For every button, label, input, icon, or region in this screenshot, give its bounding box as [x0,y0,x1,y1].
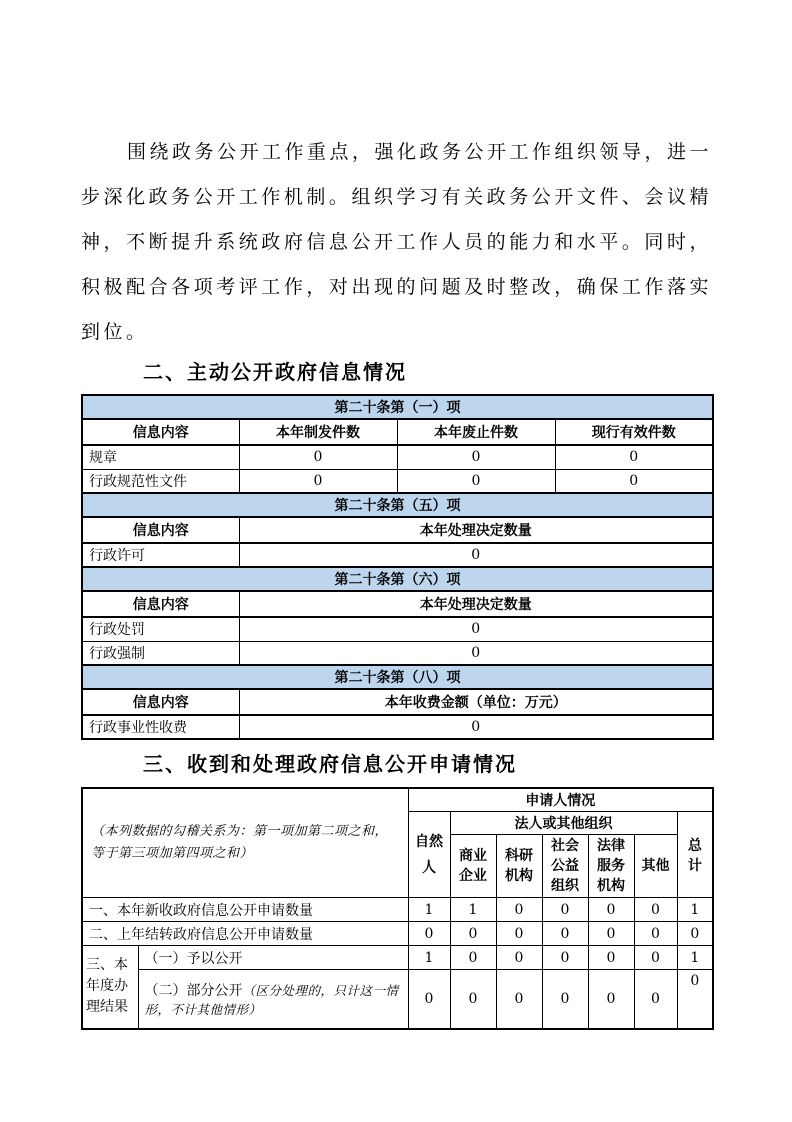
col-header-natural-person: 自然人 [408,812,450,898]
band-label: 第二十条第（一）项 [82,395,713,419]
cell-value: 1 [677,946,713,970]
header-row [82,517,713,543]
requests-table [81,787,714,1030]
col-header-legal-service: 法律服务机构 [588,835,634,898]
cell-value: 1 [408,898,450,922]
row-label [138,970,408,1029]
row-label: 规章 [82,445,239,469]
table-row [82,617,713,641]
cell-value: 0 [542,898,588,922]
band-row-item5 [82,493,713,517]
table-row [82,469,713,493]
section-3-heading: 三、收到和处理政府信息公开申请情况 [143,752,517,776]
table-row-partially-granted [82,970,713,1029]
cell-value: 0 [677,922,713,946]
cell-value: 0 [634,898,677,922]
header-row-applicant [82,788,713,812]
table-row [82,543,713,567]
cell-value: 0 [677,970,713,1029]
col-header-business: 商业企业 [450,835,496,898]
cell-value: 0 [542,970,588,1029]
row-label: （一）予以公开 [138,946,408,970]
cell-value: 0 [239,469,397,493]
col-header: 本年处理决定数量 [239,591,713,617]
row-label: 行政许可 [82,543,239,567]
cell-value: 0 [542,922,588,946]
group-label-processing-results: 三、本年度办理结果 [82,946,138,1029]
cell-value: 0 [555,445,713,469]
band-row-item6 [82,567,713,591]
band-label: 第二十条第（五）项 [82,493,713,517]
cell-value: 0 [408,970,450,1029]
row-label-note: （区分处理的，只计这一情形，不计其他情形） [144,982,399,1017]
band-row-item8 [82,665,713,689]
header-row [82,689,713,715]
cell-value: 0 [542,946,588,970]
cell-value: 0 [397,445,555,469]
col-header-research: 科研机构 [496,835,542,898]
band-row-item1 [82,395,713,419]
cell-value: 0 [408,922,450,946]
col-header: 本年废止件数 [397,419,555,445]
col-header-total: 总计 [677,812,713,898]
row-label: 行政强制 [82,641,239,665]
section-2-heading: 二、主动公开政府信息情况 [143,360,407,384]
cell-value: 0 [588,946,634,970]
table-row-carried-over [82,922,713,946]
band-label: 第二十条第（八）项 [82,665,713,689]
col-header: 本年收费金额（单位：万元） [239,689,713,715]
cell-value: 0 [397,469,555,493]
cell-value: 0 [588,922,634,946]
cell-value: 0 [450,922,496,946]
col-header: 本年处理决定数量 [239,517,713,543]
header-row [82,591,713,617]
cell-value: 0 [496,922,542,946]
cell-value: 1 [677,898,713,922]
cell-value: 0 [634,970,677,1029]
row-label: 二、上年结转政府信息公开申请数量 [82,922,408,946]
row-label: 行政事业性收费 [82,715,239,739]
cell-value: 0 [450,970,496,1029]
cell-value: 0 [496,946,542,970]
reconciliation-note: （本列数据的勾稽关系为：第一项加第二项之和，等于第三项加第四项之和） [82,788,408,898]
table-row [82,445,713,469]
intro-paragraph: 围绕政务公开工作重点，强化政务公开工作组织领导，进一步深化政务公开工作机制。组织学习有关政务公开文件、会议精神，不断提升系统政府信息公开工作人员的能力和水平。同时，积极配合各项考评工作，对出现的问题及时整改，确保工作落实到位。 [81,141,713,343]
cell-value: 0 [239,641,713,665]
col-header: 本年制发件数 [239,419,397,445]
header-row [82,419,713,445]
band-label: 第二十条第（六）项 [82,567,713,591]
cell-value: 0 [634,946,677,970]
page-content [81,0,712,1030]
col-header: 现行有效件数 [555,419,713,445]
cell-value: 0 [239,715,713,739]
row-label: 行政处罚 [82,617,239,641]
cell-value: 0 [450,946,496,970]
cell-value: 0 [239,617,713,641]
table-row [82,715,713,739]
col-header-public-welfare: 社会公益组织 [542,835,588,898]
cell-value: 0 [588,970,634,1029]
cell-value: 1 [450,898,496,922]
cell-value: 0 [239,445,397,469]
col-header: 信息内容 [82,689,239,715]
col-header-applicant: 申请人情况 [408,788,713,812]
article-20-table [81,394,714,740]
cell-value: 0 [496,898,542,922]
col-header: 信息内容 [82,517,239,543]
col-header-legal-org: 法人或其他组织 [450,812,677,835]
col-header-other: 其他 [634,835,677,898]
row-label: 行政规范性文件 [82,469,239,493]
table-row [82,641,713,665]
col-header: 信息内容 [82,591,239,617]
row-label-main: （二）部分公开 [144,982,243,999]
row-label: 一、本年新收政府信息公开申请数量 [82,898,408,922]
table-row-granted [82,946,713,970]
cell-value: 0 [496,970,542,1029]
cell-value: 0 [634,922,677,946]
cell-value: 0 [239,543,713,567]
cell-value: 0 [555,469,713,493]
table-row-new-requests [82,898,713,922]
cell-value: 0 [588,898,634,922]
col-header: 信息内容 [82,419,239,445]
cell-value: 1 [408,946,450,970]
